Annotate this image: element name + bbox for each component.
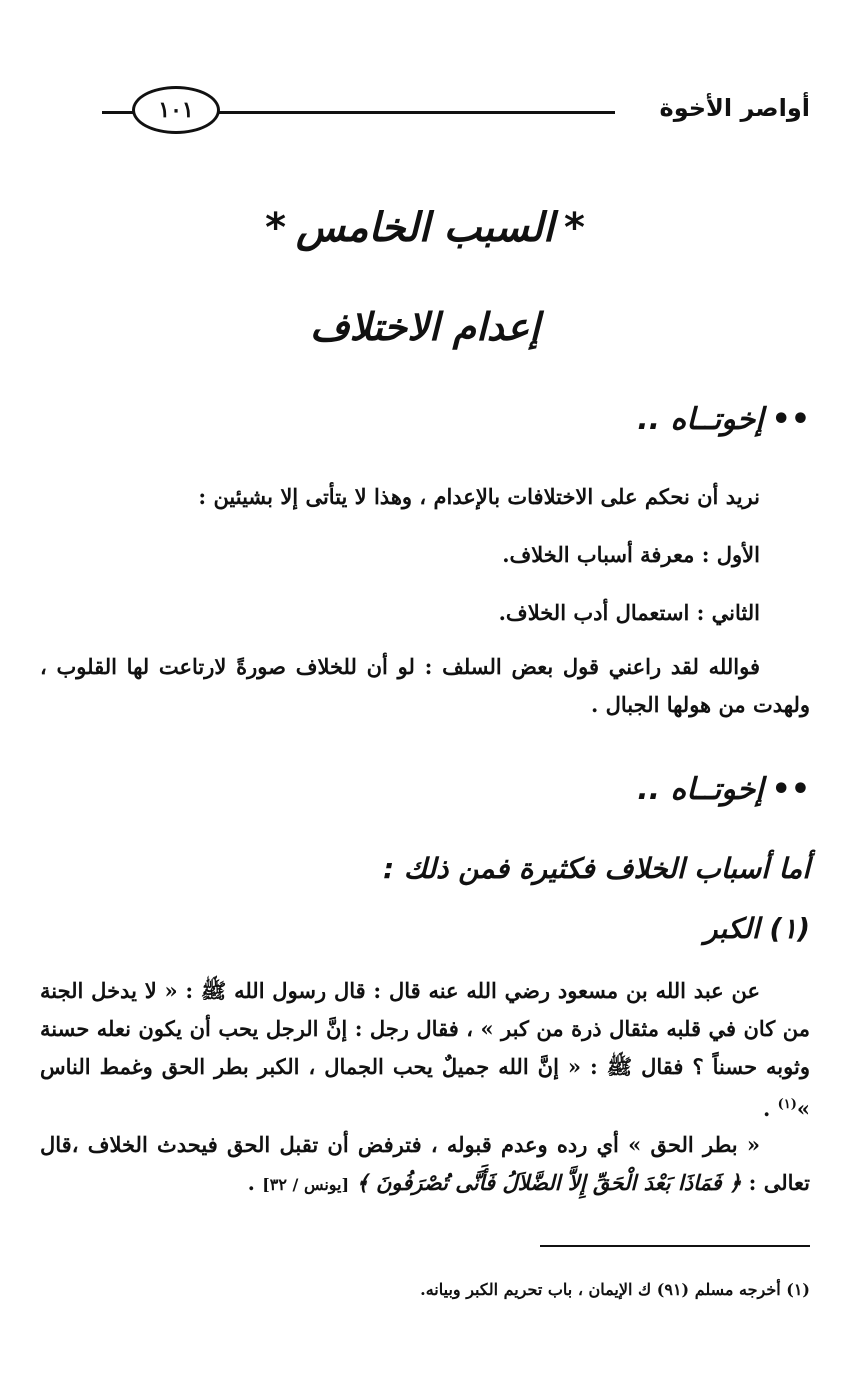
star-ornament-left: * [265, 205, 286, 251]
running-header [102, 82, 810, 138]
subtitle: إعدام الاختلاف [310, 305, 540, 349]
intro-block [40, 478, 810, 724]
causes-heading: أما أسباب الخلاف فكثيرة فمن ذلك : [382, 852, 810, 885]
page-number: ١٠١ [132, 86, 220, 134]
lead-heading-2 [637, 772, 810, 807]
explanation-text: « بطر الحق » أي رده وعدم قبوله ، فترفض أن تقبل الحق فيحدث الخلاف ،قال تعالى : [40, 1132, 810, 1195]
lead-text: إخوتــاه .. [637, 402, 764, 437]
star-ornament-right: * [564, 205, 585, 251]
hadith-text: عن عبد الله بن مسعود رضي الله عنه قال : قال رسول الله ﷺ : « لا يدخل الجنة من كان في قلبه مثقال ذرة من كبر » ، فقال رجل : إنَّ الرجل يحب أن يكون نعله حسنة وثوبه حسناً ؟ فقال ﷺ : « إنَّ الله جميلٌ يحب الجمال ، الكبر بطر الحق وغمط الناس » [40, 978, 810, 1121]
salaf-quote: فوالله لقد راعني قول بعض السلف : لو أن للخلاف صورةً لارتاعت لها القلوب ، ولهدت من هولها الجبال . [40, 654, 810, 717]
first-point: الأول : معرفة أسباب الخلاف. [502, 542, 760, 567]
footnote: (١) أخرجه مسلم (٩١) ك الإيمان ، باب تحريم الكبر وبيانه. [420, 1280, 810, 1299]
hadith-end: . [762, 1096, 778, 1121]
intro-paragraph: نريد أن نحكم على الاختلافات بالإعدام ، وهذا لا يتأتى إلا بشيئين : [198, 484, 760, 509]
explanation-end: . [247, 1170, 263, 1195]
explanation-paragraph [40, 1126, 810, 1204]
verse-reference: [يونس / ٣٢] [262, 1175, 350, 1194]
lead-text: إخوتــاه .. [637, 772, 764, 807]
hadith-paragraph [40, 972, 810, 1128]
book-title: أواصر الأخوة [659, 94, 810, 122]
cause-1-heading: (١) الكبر [703, 912, 810, 945]
bullet-dots-icon: •• [771, 402, 810, 437]
section-title-text: السبب الخامس [296, 205, 554, 251]
bullet-dots-icon: •• [771, 772, 810, 807]
second-point: الثاني : استعمال أدب الخلاف. [498, 600, 760, 625]
quran-verse: ﴿ فَمَاذَا بَعْدَ الْحَقِّ إِلاَّ الضَّلاَلُ فَأَنَّى تُصْرَفُونَ ﴾ [356, 1170, 742, 1195]
section-title [0, 205, 850, 251]
footnote-rule [540, 1245, 810, 1247]
lead-heading-1 [637, 402, 810, 437]
footnote-marker: (١) [777, 1097, 797, 1112]
